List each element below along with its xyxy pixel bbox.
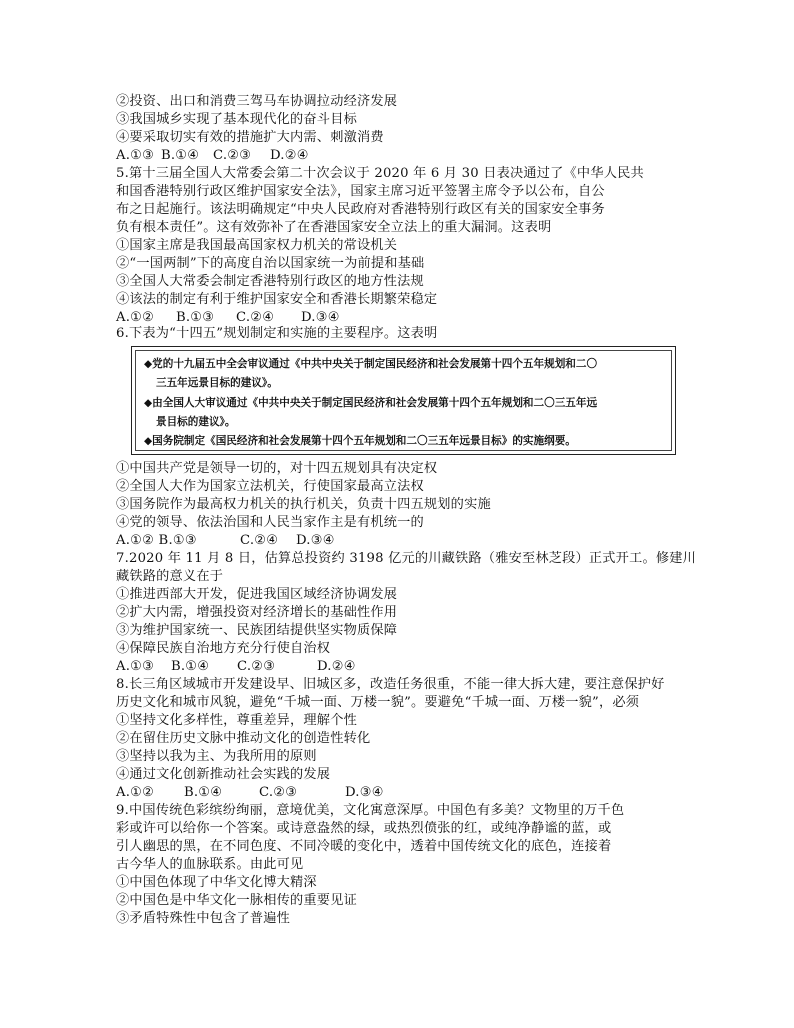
q4-item-4: ④要采取切实有效的措施扩大内需、刺激消费 — [116, 130, 384, 145]
option-d: D.②④ — [270, 148, 309, 163]
q6-item-3: ③国务院作为最高权力机关的执行机关，负责十四五规划的实施 — [116, 497, 491, 512]
procedure-step-2-cont: 景目标的建议》。 — [156, 416, 236, 428]
q9-item-1: ①中国色体现了中华文化博大精深 — [116, 875, 317, 890]
procedure-table-inner-border — [135, 350, 672, 451]
q7-item-4: ④保障民族自治地方充分行使自治权 — [116, 641, 331, 656]
q6-options — [116, 532, 335, 550]
q6-item-2: ②全国人大作为国家立法机关，行使国家最高立法权 — [116, 479, 424, 494]
procedure-table — [131, 346, 676, 455]
q8-stem-2: 历史文化和城市风貌，避免“千城一面、万楼一貌”。要避免“千城一面、万楼一貌”，必须 — [116, 695, 640, 710]
procedure-step-1-cont: 三五年远景目标的建议》。 — [156, 377, 278, 389]
q8-item-3: ③坚持以我为主、为我所用的原则 — [116, 749, 317, 764]
q8-stem-1: 8.长三角区域城市开发建设早、旧城区多，改造任务很重，不能一律大拆大建，要注意保护好 — [116, 677, 665, 692]
q5-stem-3: 布之日起施行。该法明确规定“中央人民政府对香港特别行政区有关的国家安全事务 — [116, 202, 605, 217]
procedure-step-3: ◆国务院制定《国民经济和社会发展第十四个五年规划和二〇三五年远景目标》的实施纲要。 — [144, 435, 576, 447]
q7-stem-1: 7.2020 年 11 月 8 日，估算总投资约 3198 亿元的川藏铁路（雅安至林芝段）正式开工。修建川 — [116, 551, 697, 566]
option-c: C.②③ — [259, 785, 298, 800]
option-b: B.①④ — [171, 659, 210, 674]
option-b: B.①④ — [161, 148, 200, 163]
procedure-step-2: ◆由全国人大审议通过《中共中央关于制定国民经济和社会发展第十四个五年规划和二〇三五年远 — [144, 397, 598, 409]
q5-item-3: ③全国人大常委会制定香港特别行政区的地方性法规 — [116, 274, 424, 289]
q9-stem-3: 引人幽思的黑，在不同色度、不同冷暖的变化中，透着中国传统文化的底色，连接着 — [116, 839, 612, 854]
q8-item-2: ②在留住历史文脉中推动文化的创造性转化 — [116, 731, 371, 746]
q7-item-2: ②扩大内需，增强投资对经济增长的基础性作用 — [116, 605, 398, 620]
q9-stem-4: 古今华人的血脉联系。由此可见 — [116, 857, 304, 872]
q7-options — [116, 658, 356, 676]
option-d: D.③④ — [296, 533, 335, 548]
q9-item-2: ②中国色是中华文化一脉相传的重要见证 — [116, 893, 357, 908]
q9-item-3: ③矛盾特殊性中包含了普遍性 — [116, 911, 291, 926]
option-c: C.②③ — [237, 659, 276, 674]
option-a: A.①② — [116, 785, 155, 800]
q9-stem-1: 9.中国传统色彩缤纷绚丽，意境优美，文化寓意深厚。中国色有多美？文物里的万千色 — [116, 803, 625, 818]
option-d: D.②④ — [317, 659, 356, 674]
q7-item-1: ①推进西部大开发，促进我国区域经济协调发展 — [116, 587, 398, 602]
q5-item-4: ④该法的制定有利于维护国家安全和香港长期繁荣稳定 — [116, 292, 438, 307]
q8-item-1: ①坚持文化多样性，尊重差异，理解个性 — [116, 713, 357, 728]
option-d: D.③④ — [345, 785, 384, 800]
q6-item-4: ④党的领导、依法治国和人民当家作主是有机统一的 — [116, 515, 424, 530]
q6-item-1: ①中国共产党是领导一切的，对十四五规划具有决定权 — [116, 461, 438, 476]
q4-options — [116, 147, 309, 165]
option-a: A.①③ — [116, 148, 155, 163]
q4-item-2: ②投资、出口和消费三驾马车协调拉动经济发展 — [116, 94, 398, 109]
q5-stem-4: 负有根本责任”。这有效弥补了在香港国家安全立法上的重大漏洞。这表明 — [116, 220, 552, 235]
q7-stem-2: 藏铁路的意义在于 — [116, 569, 224, 584]
option-a: A.①② — [116, 310, 155, 325]
q5-stem-2: 和国香港特别行政区维护国家安全法》，国家主席习近平签署主席令予以公布，自公 — [116, 184, 605, 199]
q5-item-2: ②“一国两制”下的高度自治以国家统一为前提和基础 — [116, 256, 425, 271]
option-ab: A.①② B.①③ — [116, 533, 197, 548]
option-b: B.①③ — [176, 310, 215, 325]
option-d: D.③④ — [301, 310, 340, 325]
q5-stem-1: 5.第十三届全国人大常委会第二十次会议于 2020 年 6 月 30 日表决通过了《中华人民共 — [116, 166, 644, 181]
option-b: B.①④ — [184, 785, 223, 800]
q9-stem-2: 彩或许可以给你一个答案。或诗意盎然的绿，或热烈偾张的红，或纯净静谧的蓝，或 — [116, 821, 612, 836]
procedure-step-1: ◆党的十九届五中全会审议通过《中共中央关于制定国民经济和社会发展第十四个五年规划和二〇 — [144, 358, 598, 370]
q7-item-3: ③为维护国家统一、民族团结提供坚实物质保障 — [116, 623, 398, 638]
option-c: C.②③ — [213, 148, 252, 163]
q8-options — [116, 784, 384, 802]
option-c: C.②④ — [240, 533, 279, 548]
q5-item-1: ①国家主席是我国最高国家权力机关的常设机关 — [116, 238, 398, 253]
option-c: C.②④ — [236, 310, 275, 325]
option-a: A.①③ — [116, 659, 155, 674]
q6-stem: 6.下表为“十四五”规划制定和实施的主要程序。这表明 — [116, 326, 438, 341]
q4-item-3: ③我国城乡实现了基本现代化的奋斗目标 — [116, 112, 357, 127]
q8-item-4: ④通过文化创新推动社会实践的发展 — [116, 767, 331, 782]
